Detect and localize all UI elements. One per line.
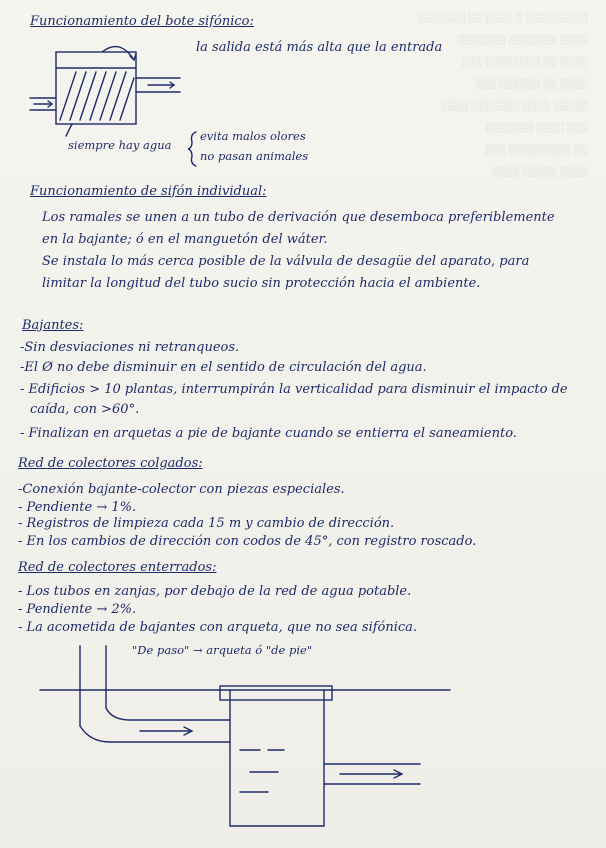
section1-title: Funcionamiento del bote sifónico: xyxy=(30,14,254,29)
bote-sifonico-sketch xyxy=(30,42,210,132)
section4-item-1: -Conexión bajante-colector con piezas especiales. xyxy=(18,482,345,497)
section3-item-3: - Edificios > 10 plantas, interrumpirán la verticalidad para disminuir el impacto de xyxy=(20,382,568,397)
section3-item-5: - Finalizan en arquetas a pie de bajante cuando se entierra el saneamiento. xyxy=(20,426,517,441)
arqueta-sketch xyxy=(40,646,460,836)
section3-title: Bajantes: xyxy=(22,318,84,333)
section3-item-4: caída, con >60°. xyxy=(30,402,140,417)
brace-mark xyxy=(186,130,200,168)
section2-line-3: Se instala lo más cerca posible de la válvula de desagüe del aparato, para xyxy=(42,254,530,269)
section2-title: Funcionamiento de sifón individual: xyxy=(30,184,267,199)
section1-note-side-2: no pasan animales xyxy=(200,149,309,163)
section4-title: Red de colectores colgados: xyxy=(18,456,203,471)
section4-item-4: - En los cambios de dirección con codos de 45°, con registro roscado. xyxy=(18,534,477,549)
section2-line-2: en la bajante; ó en el manguetón del wáter. xyxy=(42,232,328,247)
section4-item-2: - Pendiente → 1%. xyxy=(18,500,137,515)
section1-note-top: la salida está más alta que la entrada xyxy=(196,40,443,55)
show-through-text: ░░░░░░░ ░░ ░░░░ ░ ░░░░░░░░░ ░░░░░░░ ░░░░░░░ ░░░░ ░░░ ░░░░░░░░ ░░ ░░░░ ░░░ ░░░░░░ ░░ ░░░░ ░░░░ ░░░░░░░ ░░░░ ░░░░░ ░░░░░░░ ░░░░ ░░░ ░░░ ░░░░░░░░░ ░░ ░░░░ ░░░░░ ░░░░ xyxy=(417,14,588,178)
section5-diagram-label: "De paso" → arqueta ó "de pie" xyxy=(132,643,313,657)
section5-item-3: - La acometida de bajantes con arqueta, que no sea sifónica. xyxy=(18,620,418,635)
section4-item-3: - Registros de limpieza cada 15 m y cambio de dirección. xyxy=(18,516,395,531)
section5-title: Red de colectores enterrados: xyxy=(18,560,217,575)
section3-item-2: -El Ø no debe disminuir en el sentido de circulación del agua. xyxy=(20,360,427,375)
section1-note-water: siempre hay agua xyxy=(68,138,172,152)
section5-item-1: - Los tubos en zanjas, por debajo de la red de agua potable. xyxy=(18,584,412,599)
section3-item-1: -Sin desviaciones ni retranqueos. xyxy=(20,340,240,355)
section2-line-4: limitar la longitud del tubo sucio sin protección hacia el ambiente. xyxy=(42,276,481,291)
section1-note-side-1: evita malos olores xyxy=(200,129,306,143)
section5-item-2: - Pendiente → 2%. xyxy=(18,602,137,617)
section2-line-1: Los ramales se unen a un tubo de derivación que desemboca preferiblemente xyxy=(42,210,555,225)
